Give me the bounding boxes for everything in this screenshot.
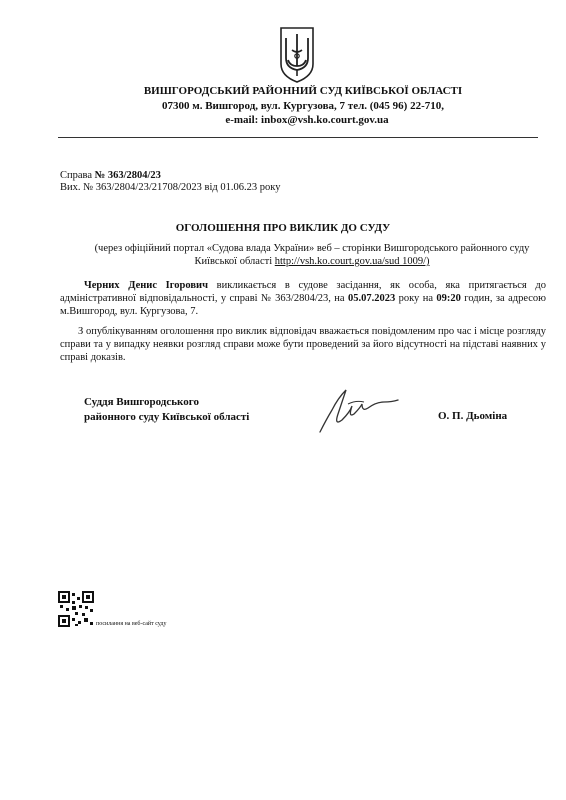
qr-code-icon[interactable] — [58, 591, 94, 627]
defendant-name: Черних Денис Ігорович — [84, 280, 208, 291]
judge-name: О. П. Дьоміна — [438, 410, 508, 422]
summons-text-2: року на — [395, 293, 437, 304]
notice-paragraph: З опублікуванням оголошення про виклик відповідач вважається повідомленим про час і місце розгляду справи та у випадку неявки розгляд справи може бути проведений за його відсутності на підставі наявних у справі доказів. — [60, 326, 546, 363]
header-divider — [58, 137, 538, 138]
judge-title-line2: районного суду Київської області — [84, 411, 250, 423]
portal-note — [72, 242, 552, 268]
hearing-date: 05.07.2023 — [347, 293, 396, 304]
trident-emblem-icon — [278, 26, 316, 84]
court-address: 07300 м. Вишгород, вул. Кургузова, 7 тел. (045 96) 22-710, — [161, 100, 445, 112]
judge-title — [84, 395, 249, 425]
hearing-time: 09:20 — [436, 293, 461, 304]
judge-title-line1: Суддя Вишгородського — [84, 396, 199, 408]
portal-text: (через офіційний портал «Судова влада України» веб – сторінки Вишгородського районного суду Київської області — [94, 243, 530, 267]
summons-text-3: годин, за адресою м.Вишгород, вул. Кургузова, 7. — [60, 293, 546, 317]
court-name: ВИШГОРОДСЬКИЙ РАЙОННИЙ СУД КИЇВСЬКОЇ ОБЛАСТІ — [143, 85, 463, 97]
qr-caption: посилання на веб-сайт суду — [96, 621, 167, 627]
outgoing-number: Вих. № 363/2804/23/21708/2023 від 01.06.23 року — [60, 182, 281, 193]
summons-text: викликається в судове засідання, як особа, яка притягається до адміністративної відповідальності, у справі № 363/2804/23, на — [60, 280, 546, 304]
notice-title: ОГОЛОШЕННЯ ПРО ВИКЛИК ДО СУДУ — [175, 222, 391, 234]
summons-paragraph — [60, 279, 546, 318]
court-email: e-mail: inbox@vsh.ko.court.gov.ua — [225, 114, 389, 126]
portal-link[interactable]: http://vsh.ko.court.gov.ua/sud 1009/) — [274, 256, 430, 267]
handwritten-signature — [312, 380, 402, 440]
case-number-value: № 363/2804/23 — [94, 170, 161, 181]
case-label: Справа — [60, 170, 93, 181]
